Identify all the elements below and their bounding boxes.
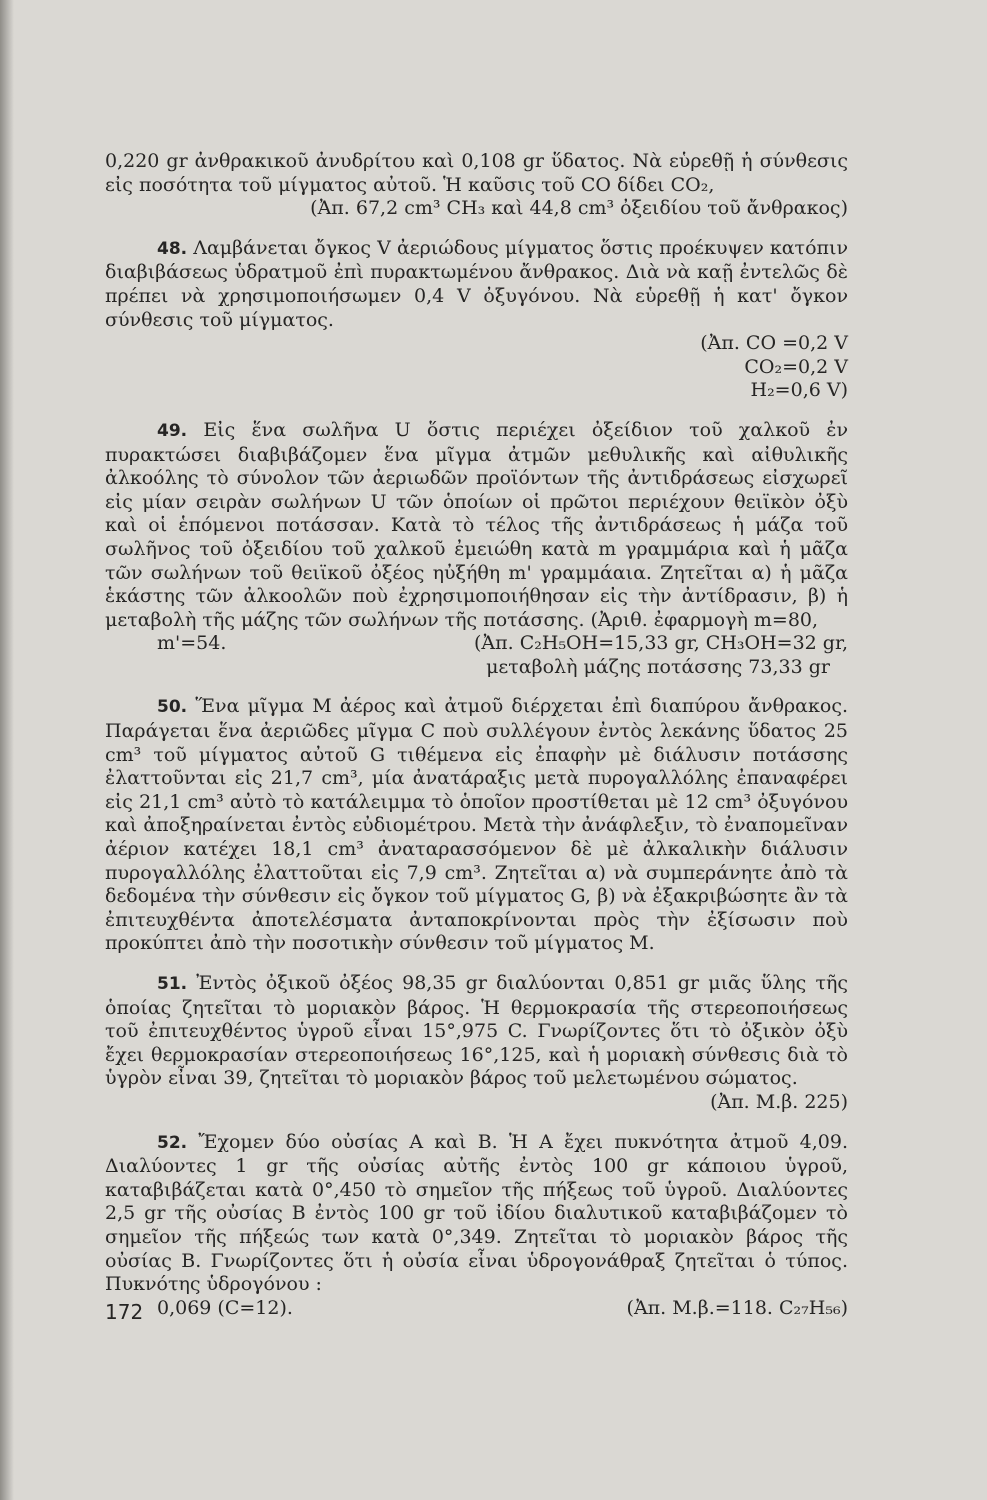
page-number: 172 [105, 1300, 144, 1324]
problem-48-answer-3: H₂=0,6 V) [750, 379, 848, 402]
problem-51 [105, 972, 848, 1115]
problem-49-answer-row [105, 632, 848, 656]
page-edge-shadow [0, 0, 14, 1500]
problem-52-last-left: 0,069 (C=12). [157, 1296, 293, 1319]
problem-52-answer-row [105, 1297, 848, 1321]
problem-48-answer-2: CO₂=0,2 V [744, 355, 848, 378]
problem-52-number: 52. [157, 1132, 188, 1153]
intro-paragraph [105, 150, 848, 221]
problem-52-answer: (Ἀπ. Μ.β.=118. C₂₇H₅₆) [626, 1296, 848, 1319]
text-block [105, 150, 848, 1320]
problem-50 [105, 695, 848, 956]
problem-49 [105, 419, 848, 680]
problem-48-text: Λαμβάνεται ὄγκος V ἀεριώδους μίγματος ὅστις προέκυψεν κατόπιν διαβιβάσεως ὑδρατμοῦ ἐπὶ πυρακτωμένου ἄνθρακος. Διὰ νὰ καῇ ἐντελῶς δὲ πρέπει νὰ χρησιμοποιήσωμεν 0,4 V ὀξυγόνου. Νὰ εὑρεθῇ ἡ κατ' ὄγκον σύνθεσις τοῦ μίγματος. [105, 236, 848, 331]
problem-52-text: Ἔχομεν δύο οὐσίας A καὶ B. Ἡ A ἔχει πυκνότητα ἀτμοῦ 4,09. Διαλύοντες 1 gr τῆς οὐσίας αὐτῆς ἐντὸς 100 gr κάποιου ὑγροῦ, καταβιβάζεται κατὰ 0°,450 τὸ σημεῖον τῆς πήξεως τοῦ ὑγροῦ. Διαλύοντες 2,5 gr τῆς οὐσίας B ἐντὸς 100 gr τοῦ ἰδίου διαλυτικοῦ καταβιβάζομεν τὸ σημεῖον τῆς πήξεώς των κατὰ 0°,349. Ζητεῖται τὸ μοριακὸν βάρος τῆς οὐσίας B. Γνωρίζοντες ὅτι ἡ οὐσία εἶναι ὑδρογονάθραξ ζητεῖται ὁ τύπος. Πυκνότης ὑδρογόνου : [105, 1130, 848, 1296]
problem-51-text: Ἐντὸς ὀξικοῦ ὀξέος 98,35 gr διαλύονται 0,851 gr μιᾶς ὕλης τῆς ὁποίας ζητεῖται τὸ μοριακὸν βάρος. Ἡ θερμοκρασία τῆς στερεοποιήσεως τοῦ ἐπιτευχθέντος ὑγροῦ εἶναι 15°,975 C. Γνωρίζοντες ὅτι τὸ ὀξικὸν ὀξὺ ἔχει θερμοκρασίαν στερεοποιήσεως 16°,125, καὶ ἡ μοριακὴ σύνθεσις διὰ τὸ ὑγρὸν εἶναι 39, ζητεῖται τὸ μοριακὸν βάρος τοῦ μελετωμένου σώματος. [105, 972, 848, 1090]
problem-50-text: Ἕνα μῖγμα M ἀέρος καὶ ἀτμοῦ διέρχεται ἐπὶ διαπύρου ἄνθρακος. Παράγεται ἕνα ἀεριῶδες μῖγμα C ποὺ συλλέγουν ἐντὸς λεκάνης ὕδατος 25 cm³ τοῦ μίγματος αὐτοῦ G τιθέμενα εἰς ἐπαφὴν μὲ διάλυσιν ποτάσσης ἐλαττοῦνται εἰς 21,7 cm³, μία ἀνατάραξις μετὰ πυρογαλλόλης ἐπαναφέρει εἰς 21,1 cm³ αὐτὸ τὸ κατάλειμμα τὸ ὁποῖον προστίθεται μὲ 12 cm³ ὀξυγόνου καὶ ἀποξηραίνεται ἐντὸς εὐδιομέτρου. Μετὰ τὴν ἀνάφλεξιν, τὸ ἐναπομεῖναν ἀέριον κατέχει 18,1 cm³ ἀναταρασσόμενον δὲ μὲ ἀλκαλικὴν διάλυσιν πυρογαλλόλης ἐλαττοῦται εἰς 7,9 cm³. Ζητεῖται α) νὰ συμπεράνητε ἀπὸ τὰ δεδομένα τὴν σύνθεσιν εἰς ὄγκον τοῦ μίγματος G, β) νὰ ἐξακριβώσητε ἂν τὰ ἐπιτευχθέντα ἀποτελέσματα ἀνταποκρίνονται πρὸς τὴν ἐξίσωσιν ποὺ προκύπτει ἀπὸ τὴν ποσοτικὴν σύνθεσιν τοῦ μίγματος M. [105, 695, 849, 955]
problem-50-number: 50. [157, 697, 188, 718]
problem-48-answer-1: (Ἀπ. CO =0,2 V [700, 332, 848, 355]
problem-48 [105, 237, 848, 403]
problem-52 [105, 1131, 848, 1321]
problem-51-number: 51. [157, 974, 188, 994]
problem-48-number: 48. [157, 238, 188, 259]
problem-49-answer-1: (Ἀπ. C₂H₅OH=15,33 gr, CH₃OH=32 gr, [474, 632, 848, 655]
intro-text: 0,220 gr ἀνθρακικοῦ ἀνυδρίτου καὶ 0,108 gr ὕδατος. Νὰ εὑρεθῇ ἡ σύνθεσις εἰς ποσότητα τοῦ μίγματος αὐτοῦ. Ἡ καῦσις τοῦ CO δίδει CO₂, [105, 150, 848, 196]
problem-49-number: 49. [157, 420, 188, 441]
problem-49-last-left: m'=54. [157, 632, 227, 655]
problem-51-answer: (Ἀπ. Μ.β. 225) [710, 1090, 848, 1113]
problem-49-text: Εἰς ἕνα σωλῆνα U ὅστις περιέχει ὀξείδιον τοῦ χαλκοῦ ἐν πυρακτώσει διαβιβάζομεν ἕνα μῖγμα ἀτμῶν μεθυλικῆς καὶ αἰθυλικῆς ἀλκοόλης τὸ σύνολον τῶν ἀεριωδῶν προϊόντων τῆς ἀντιδράσεως εἰσχωρεῖ εἰς μίαν σειρὰν σωλήνων U τῶν ὁποίων οἱ πρῶτοι περιέχουν θειϊκὸν ὀξὺ καὶ οἱ ἑπόμενοι ποτάσσαν. Κατὰ τὸ τέλος τῆς ἀντιδράσεως ἡ μάζα τοῦ σωλῆνος τοῦ ὀξειδίου τοῦ χαλκοῦ ἐμειώθη κατὰ m γραμμάρια καὶ ἡ μᾶζα τῶν σωλήνων τοῦ θειϊκοῦ ὀξέος ηὐξήθη m' γραμμάαια. Ζητεῖται α) ἡ μᾶζα ἑκάστης τῶν ἀλκοολῶν ποὺ ἐχρησιμοποιήθησαν εἰς τὴν ἀντίδρασιν, β) ἡ μεταβολὴ τῆς μάζης τῶν σωλήνων τῆς ποτάσσης. (Ἀριθ. ἐφαρμογὴ m=80, [105, 418, 848, 631]
intro-answer: (Ἀπ. 67,2 cm³ CH₃ καὶ 44,8 cm³ ὀξειδίου τοῦ ἄνθρακος) [310, 197, 848, 220]
problem-49-answer-2: μεταβολὴ μάζης ποτάσσης 73,33 gr [486, 655, 830, 678]
